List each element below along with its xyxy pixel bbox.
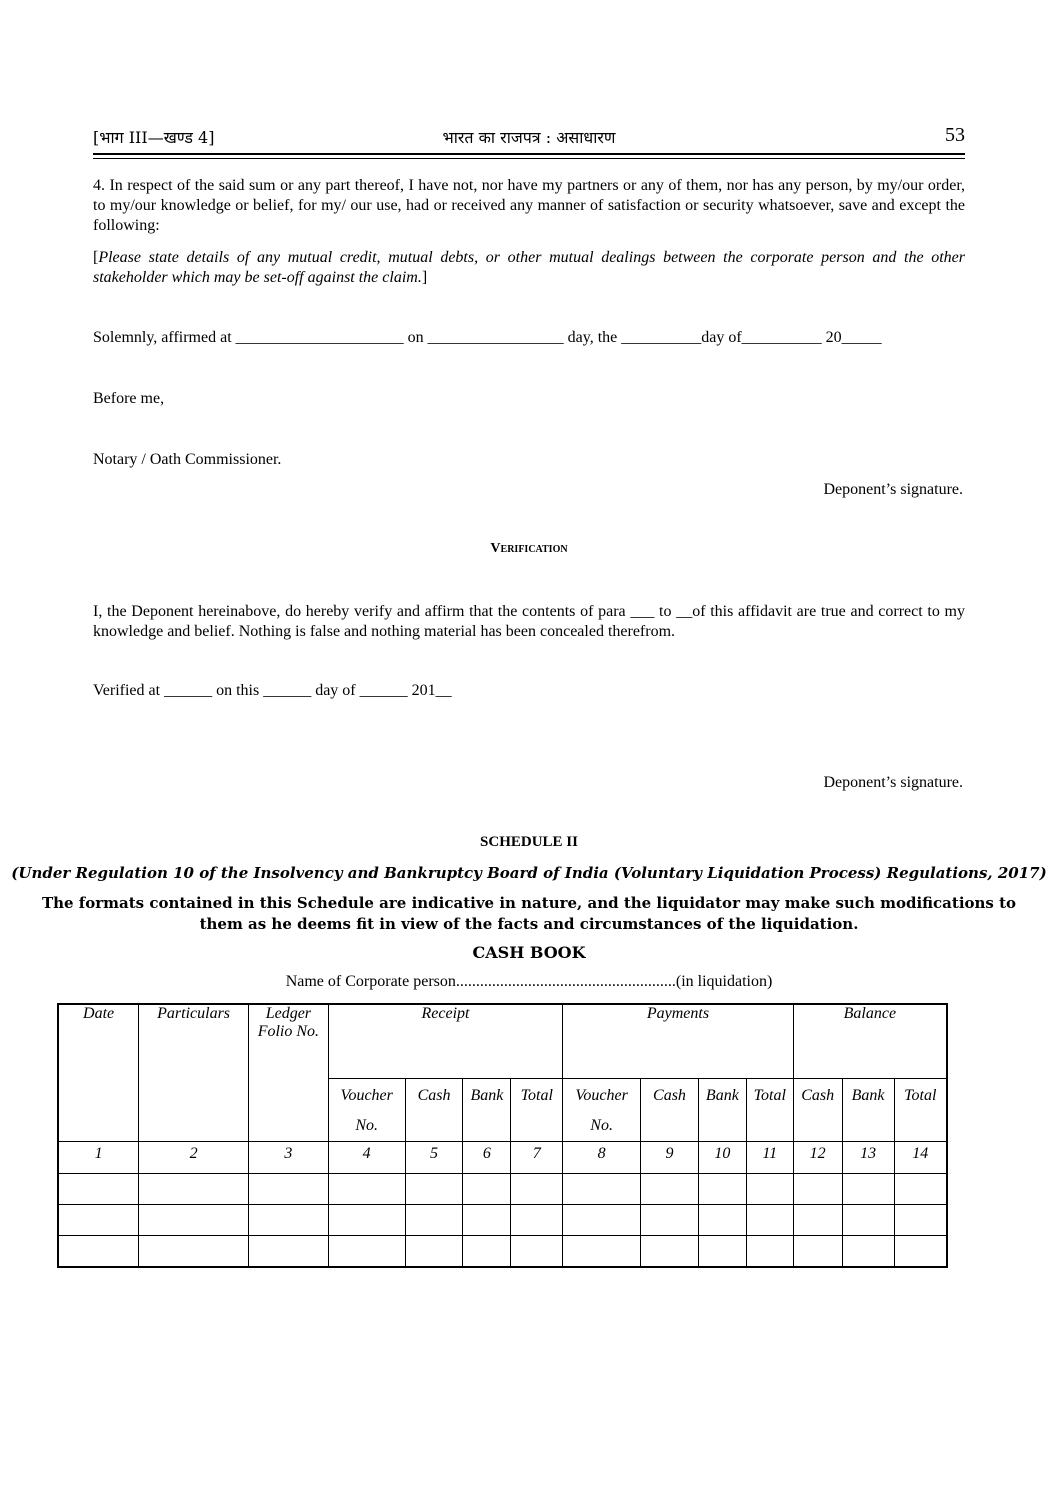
subheader-receipt-voucher: Voucher No.	[328, 1079, 405, 1142]
col-number: 5	[405, 1142, 463, 1174]
schedule-subtitle: (Under Regulation 10 of the Insolvency and Bankruptcy Board of India (Voluntary Liquidation Process) Regulations, 2017)	[11, 864, 1047, 882]
instruction-note: [Please state details of any mutual credit, mutual debts, or other mutual dealings between the corporate person and the other stakeholder which may be set-off against the claim.]	[93, 249, 965, 286]
subheader-receipt-bank: Bank	[463, 1079, 511, 1142]
verified-at-line: Verified at ______ on this ______ day of ______ 201__	[93, 682, 452, 699]
paragraph-4: 4. In respect of the said sum or any part thereof, I have not, nor have my partners or any of them, nor has any person, by my/our order, to my/our knowledge or belief, for my/ our use, had or received any manner of satisfaction or security whatsoever, save and except the following:	[93, 177, 965, 234]
subheader-balance-bank: Bank	[842, 1079, 894, 1142]
col-number: 12	[793, 1142, 842, 1174]
header-part-section: [भाग III—खण्ड 4]	[93, 128, 215, 147]
table-row	[58, 1174, 947, 1205]
deponent-signature-1: Deponent’s signature.	[823, 481, 963, 498]
corporate-name-line: Name of Corporate person.......................................................(in liquidation)	[285, 973, 773, 990]
header-receipt: Receipt	[328, 1004, 562, 1079]
cash-book-title: CASH BOOK	[472, 943, 586, 962]
col-number: 3	[248, 1142, 328, 1174]
col-number: 14	[894, 1142, 947, 1174]
col-number: 9	[641, 1142, 699, 1174]
page-number: 53	[945, 124, 965, 146]
table-row	[58, 1236, 947, 1268]
col-number: 13	[842, 1142, 894, 1174]
col-number: 1	[58, 1142, 139, 1174]
schedule-note-line-2: them as he deems fit in view of the facts and circumstances of the liquidation.	[199, 915, 859, 933]
subheader-receipt-cash: Cash	[405, 1079, 463, 1142]
header-payments: Payments	[563, 1004, 794, 1079]
col-number: 11	[746, 1142, 793, 1174]
col-number: 7	[511, 1142, 563, 1174]
header-balance: Balance	[793, 1004, 947, 1079]
subheader-payments-bank: Bank	[698, 1079, 746, 1142]
header-rule-thin	[93, 158, 965, 159]
solemnly-affirmed-line: Solemnly, affirmed at _____________________ on _________________ day, the __________day of__________ 20_____	[93, 329, 882, 346]
col-number: 8	[563, 1142, 641, 1174]
header-ledger-line1: Ledger	[265, 1005, 312, 1022]
deponent-signature-2: Deponent’s signature.	[823, 774, 963, 791]
schedule-title: SCHEDULE II	[480, 834, 578, 850]
header-gazette-title: भारत का राजपत्र : असाधारण	[442, 128, 616, 147]
schedule-note-line-1: The formats contained in this Schedule are indicative in nature, and the liquidator may make such modifications to	[41, 894, 1017, 912]
col-number: 4	[328, 1142, 405, 1174]
column-number-row	[58, 1142, 947, 1174]
instruction-text: Please state details of any mutual credit, mutual debts, or other mutual dealings between the corporate person and the other stakeholder which may be set-off against the claim.	[93, 249, 965, 286]
subheader-balance-total: Total	[894, 1079, 947, 1142]
header-date: Date	[58, 1004, 139, 1142]
subheader-payments-total: Total	[746, 1079, 793, 1142]
table-row	[58, 1205, 947, 1236]
header-ledger-line2: Folio No.	[257, 1023, 320, 1040]
subheader-payments-cash: Cash	[641, 1079, 699, 1142]
before-me-text: Before me,	[93, 390, 165, 407]
notary-text: Notary / Oath Commissioner.	[93, 451, 282, 468]
col-number: 2	[139, 1142, 249, 1174]
verification-text: I, the Deponent hereinabove, do hereby verify and affirm that the contents of para ___ to __of this affidavit are true and correct to my knowledge and belief. Nothing is false and nothing material has been concealed therefrom.	[93, 603, 965, 640]
subheader-payments-voucher: Voucher No.	[563, 1079, 641, 1142]
verification-heading: Verification	[490, 541, 568, 556]
col-number: 10	[698, 1142, 746, 1174]
subheader-receipt-total: Total	[511, 1079, 563, 1142]
cash-book-table	[57, 1003, 948, 1268]
header-particulars: Particulars	[139, 1004, 249, 1142]
subheader-balance-cash: Cash	[793, 1079, 842, 1142]
col-number: 6	[463, 1142, 511, 1174]
header-rule-thick	[93, 153, 965, 155]
table-header-row	[58, 1004, 947, 1079]
header-ledger-folio	[248, 1004, 328, 1142]
